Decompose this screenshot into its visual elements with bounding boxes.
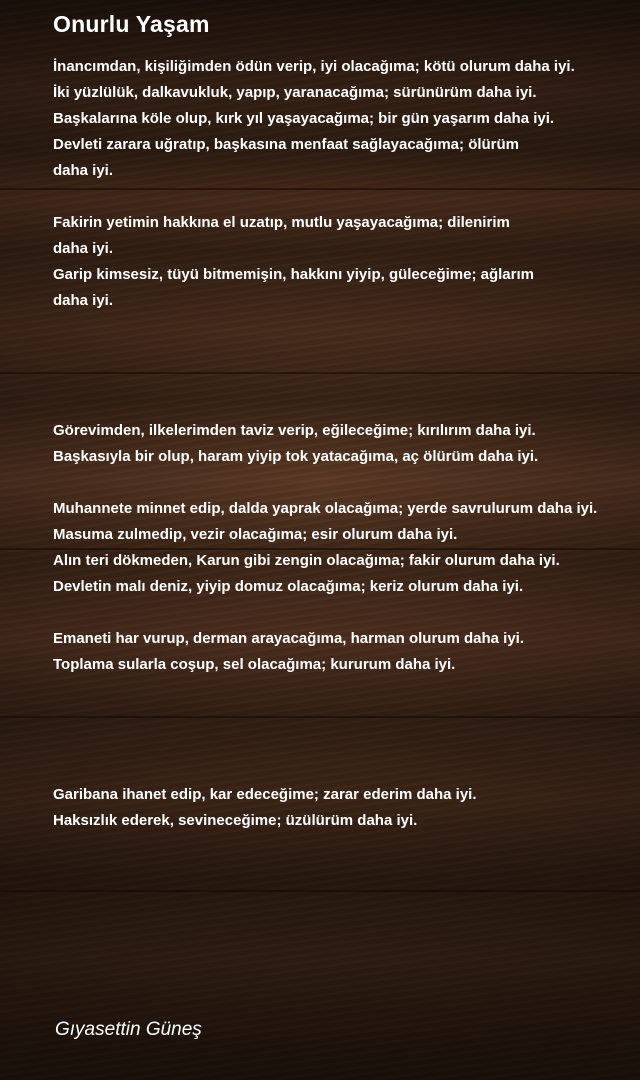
poem-line: Alın teri dökmeden, Karun gibi zengin olacağıma; fakir olurum daha iyi. [53, 552, 560, 569]
poem-title: Onurlu Yaşam [53, 11, 210, 37]
stanza-gap [53, 600, 640, 626]
author-signature: Gıyasettin Güneş [55, 1019, 202, 1040]
poem-line: Haksızlık ederek, sevineceğime; üzülürüm daha iyi. [53, 812, 418, 829]
stanza [53, 418, 640, 470]
stanza [53, 782, 640, 834]
poem-line: Görevimden, ilkelerimden taviz verip, eğileceğime; kırılırım daha iyi. [53, 422, 536, 439]
stanza-gap [53, 184, 640, 210]
poem-line: daha iyi. [53, 240, 114, 257]
poem-line: daha iyi. [53, 162, 114, 179]
stanza [53, 210, 640, 314]
poem-line: Devleti zarara uğratıp, başkasına menfaat sağlayacağıma; ölürüm [53, 136, 520, 153]
stanza-gap [53, 730, 640, 756]
poem-line: İki yüzlülük, dalkavukluk, yapıp, yaranacağıma; sürünürüm daha iyi. [53, 84, 537, 101]
poem-line: Fakirin yetimin hakkına el uzatıp, mutlu yaşayacağıma; dilenirim [53, 214, 510, 231]
stanza-gap [53, 704, 640, 730]
stanza [53, 54, 640, 184]
poem-line: Muhannete minnet edip, dalda yaprak olacağıma; yerde savrulurum daha iyi. [53, 500, 598, 517]
poem-line: daha iyi. [53, 292, 114, 309]
poem-line: Devletin malı deniz, yiyip domuz olacağıma; keriz olurum daha iyi. [53, 578, 524, 595]
poem-line: Emaneti har vurup, derman arayacağıma, harman olurum daha iyi. [53, 630, 524, 647]
stanza-gap [53, 366, 640, 392]
stanza [53, 496, 640, 600]
poem-line: Başkasıyla bir olup, haram yiyip tok yatacağıma, aç ölürüm daha iyi. [53, 448, 539, 465]
stanza-gap [53, 392, 640, 418]
poem-body [53, 54, 640, 834]
stanza-gap [53, 756, 640, 782]
stanza-gap [53, 470, 640, 496]
poem-line: Garip kimsesiz, tüyü bitmemişin, hakkını yiyip, güleceğime; ağlarım [53, 266, 534, 283]
poem-line: Masuma zulmedip, vezir olacağıma; esir olurum daha iyi. [53, 526, 458, 543]
poem-line: Başkalarına köle olup, kırk yıl yaşayacağıma; bir gün yaşarım daha iyi. [53, 110, 555, 127]
stanza-gap [53, 678, 640, 704]
poem-line: Garibana ihanet edip, kar edeceğime; zarar ederim daha iyi. [53, 786, 477, 803]
stanza-gap [53, 340, 640, 366]
poem-line: İnancımdan, kişiliğimden ödün verip, iyi olacağıma; kötü olurum daha iyi. [53, 58, 575, 75]
stanza [53, 626, 640, 678]
poem-line: Toplama sularla coşup, sel olacağıma; kururum daha iyi. [53, 656, 456, 673]
wood-plank-seam [0, 890, 640, 892]
stanza-gap [53, 314, 640, 340]
